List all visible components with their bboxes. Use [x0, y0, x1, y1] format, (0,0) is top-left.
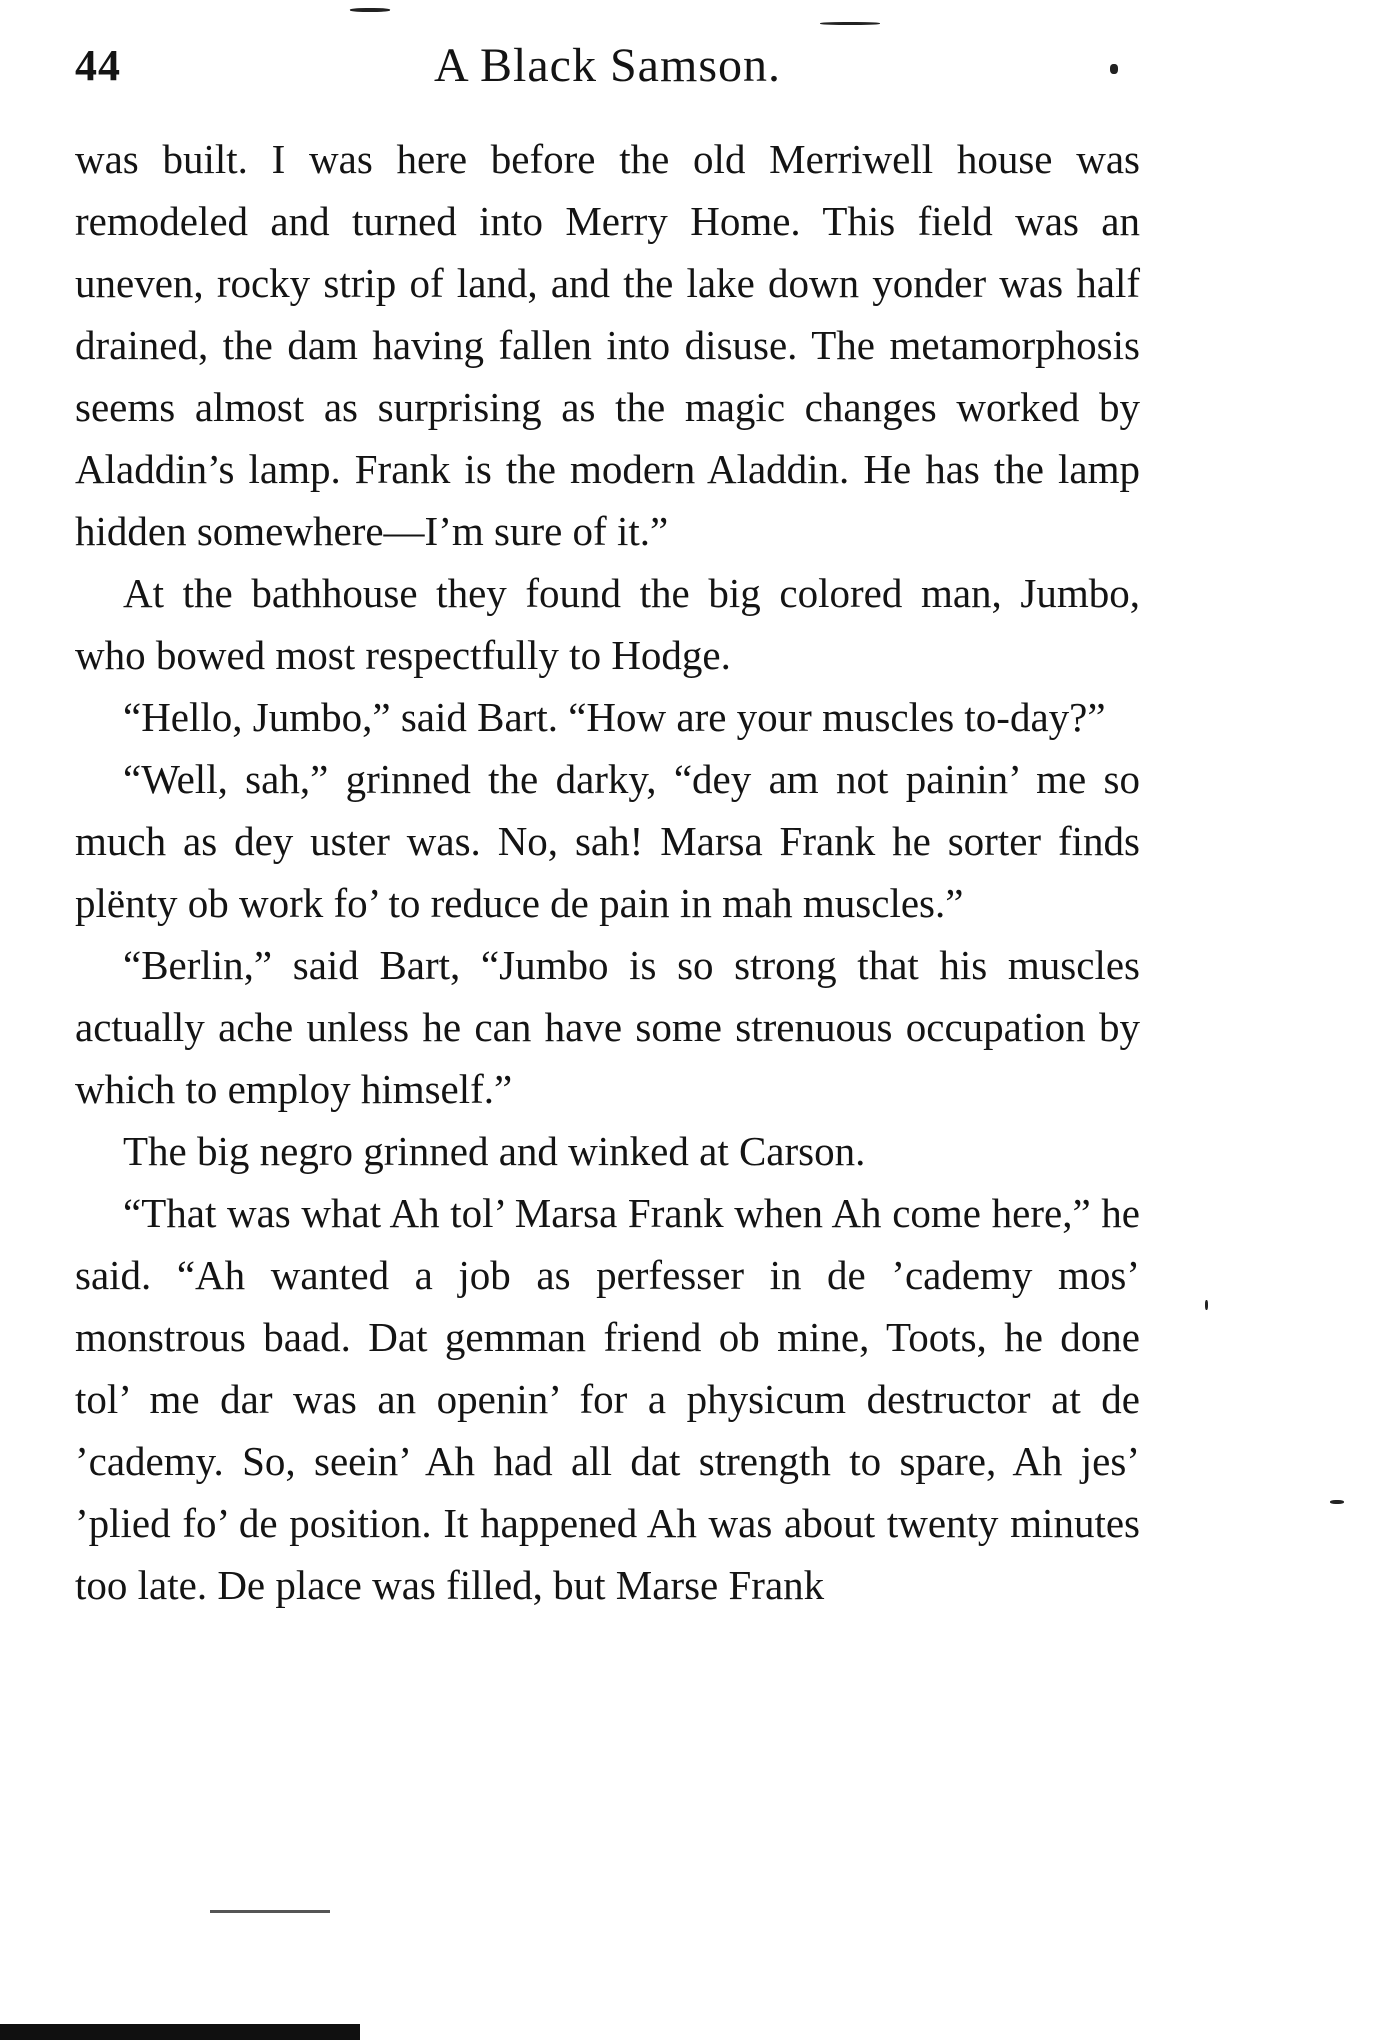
paragraph-1: was built. I was here before the old Merriwell house was remodeled and turned into Merry Home. This field was an uneven, rocky strip of land, and the lake down yonder was half drained, the dam having fallen into disuse. The metamorphosis seems almost as surprising as the magic changes worked by Aladdin’s lamp. Frank is the modern Aladdin. He has the lamp hidden somewhere—I’m sure of it.”: [75, 136, 1140, 554]
running-title: A Black Samson.: [434, 39, 781, 92]
paragraph-5: “Berlin,” said Bart, “Jumbo is so strong that his muscles actually ache unless he can have some strenuous occupation by which to employ himself.”: [75, 942, 1140, 1112]
scan-speck: [1110, 64, 1118, 74]
paragraph-6: The big negro grinned and winked at Carson.: [123, 1128, 866, 1174]
paragraph-3: “Hello, Jumbo,” said Bart. “How are your muscles to-day?”: [123, 694, 1106, 740]
footer-rule: [210, 1910, 330, 1913]
scan-speck: [820, 22, 880, 25]
page-number: 44: [75, 41, 121, 90]
page-header: [75, 30, 1140, 100]
scan-edge-strip: [0, 2024, 360, 2040]
body-text: [75, 128, 1140, 1616]
scan-speck: [1330, 1500, 1344, 1504]
paragraph-4: “Well, sah,” grinned the darky, “dey am not painin’ me so much as dey uster was. No, sah! Marsa Frank he sorter finds plënty ob work fo’ to reduce de pain in mah muscles.”: [75, 756, 1140, 926]
scan-speck: [350, 8, 390, 12]
scan-speck: [1205, 1300, 1208, 1310]
paragraph-2: At the bathhouse they found the big colored man, Jumbo, who bowed most respectfully to Hodge.: [75, 570, 1140, 678]
paragraph-7: “That was what Ah tol’ Marsa Frank when Ah come here,” he said. “Ah wanted a job as perfesser in de ’cademy mos’ monstrous baad. Dat gemman friend ob mine, Toots, he done tol’ me dar was an openin’ for a physicum destructor at de ’cademy. So, seein’ Ah had all dat strength to spare, Ah jes’ ’plied fo’ de position. It happened Ah was about twenty minutes too late. De place was filled, but Marse Frank: [75, 1190, 1140, 1608]
